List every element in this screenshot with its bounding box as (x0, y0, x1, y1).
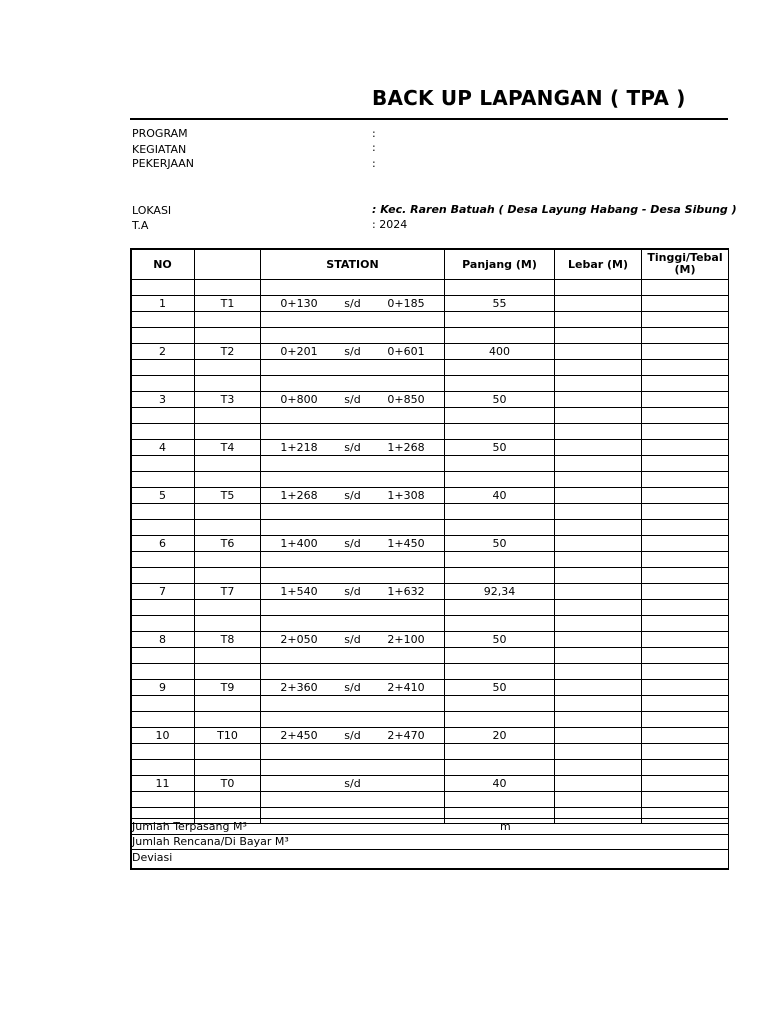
empty-cell (445, 424, 555, 440)
empty-cell (131, 472, 195, 488)
row-code: T4 (195, 440, 261, 456)
row-tinggi (642, 296, 729, 312)
header-no: NO (131, 249, 195, 280)
empty-cell (642, 552, 729, 568)
empty-cell (131, 616, 195, 632)
row-tinggi (642, 488, 729, 504)
row-lebar (555, 728, 642, 744)
table-row (131, 392, 729, 408)
row-station (261, 344, 445, 360)
row-no: 10 (131, 728, 195, 744)
empty-cell (555, 792, 642, 808)
row-no: 5 (131, 488, 195, 504)
station-sd: s/d (344, 345, 361, 358)
empty-cell (642, 712, 729, 728)
row-station (261, 776, 445, 792)
row-lebar (555, 584, 642, 600)
row-code: T8 (195, 632, 261, 648)
empty-cell (261, 568, 445, 584)
backup-table (130, 248, 729, 824)
empty-cell (131, 312, 195, 328)
empty-cell (642, 360, 729, 376)
spacer-row (131, 760, 729, 776)
station-from: 2+360 (280, 681, 318, 694)
empty-cell (555, 328, 642, 344)
table-row (131, 440, 729, 456)
empty-cell (642, 456, 729, 472)
empty-cell (445, 552, 555, 568)
spacer-row (131, 520, 729, 536)
station-to: 1+268 (387, 441, 425, 454)
empty-cell (195, 744, 261, 760)
row-lebar (555, 488, 642, 504)
empty-cell (555, 696, 642, 712)
lokasi-value: : Kec. Raren Batuah ( Desa Layung Habang - Desa Sibung ) (372, 203, 737, 216)
empty-cell (261, 328, 445, 344)
table-row (131, 488, 729, 504)
station-sd: s/d (344, 585, 361, 598)
header-code (195, 249, 261, 280)
empty-cell (195, 504, 261, 520)
empty-cell (555, 712, 642, 728)
row-tinggi (642, 536, 729, 552)
empty-cell (555, 600, 642, 616)
spacer-row (131, 568, 729, 584)
empty-cell (195, 792, 261, 808)
row-code: T0 (195, 776, 261, 792)
row-code: T7 (195, 584, 261, 600)
station-to: 2+470 (387, 729, 425, 742)
empty-cell (261, 376, 445, 392)
spacer-row (131, 648, 729, 664)
empty-cell (261, 312, 445, 328)
empty-cell (131, 712, 195, 728)
empty-cell (642, 312, 729, 328)
station-from: 0+201 (280, 345, 318, 358)
summary-deviasi (130, 850, 728, 865)
empty-cell (555, 552, 642, 568)
empty-cell (445, 616, 555, 632)
station-from: 0+130 (280, 297, 318, 310)
station-to: 1+308 (387, 489, 425, 502)
row-code: T3 (195, 392, 261, 408)
station-from: 1+400 (280, 537, 318, 550)
empty-cell (131, 520, 195, 536)
empty-cell (195, 424, 261, 440)
table-row (131, 536, 729, 552)
empty-cell (261, 792, 445, 808)
spacer-row (131, 616, 729, 632)
empty-cell (445, 360, 555, 376)
empty-cell (131, 328, 195, 344)
station-sd: s/d (344, 681, 361, 694)
empty-cell (642, 696, 729, 712)
empty-cell (261, 424, 445, 440)
empty-cell (261, 360, 445, 376)
row-panjang: 50 (445, 392, 555, 408)
station-sd: s/d (344, 777, 361, 790)
empty-cell (261, 504, 445, 520)
station-sd: s/d (344, 489, 361, 502)
empty-cell (555, 504, 642, 520)
empty-cell (195, 280, 261, 296)
rencana-label: Jumlah Rencana/Di Bayar M³ (132, 835, 289, 848)
empty-cell (445, 280, 555, 296)
station-from: 1+268 (280, 489, 318, 502)
spacer-row (131, 552, 729, 568)
empty-cell (195, 408, 261, 424)
station-sd: s/d (344, 537, 361, 550)
row-panjang: 20 (445, 728, 555, 744)
empty-cell (555, 744, 642, 760)
empty-cell (445, 696, 555, 712)
row-tinggi (642, 392, 729, 408)
row-no: 4 (131, 440, 195, 456)
station-sd: s/d (344, 633, 361, 646)
row-no: 9 (131, 680, 195, 696)
empty-cell (131, 792, 195, 808)
row-no: 1 (131, 296, 195, 312)
lokasi-label: LOKASI (132, 204, 172, 217)
empty-cell (261, 408, 445, 424)
pekerjaan-value: : (372, 157, 376, 170)
station-to: 1+632 (387, 585, 425, 598)
empty-cell (131, 696, 195, 712)
station-to: 0+850 (387, 393, 425, 406)
empty-cell (261, 600, 445, 616)
row-tinggi (642, 728, 729, 744)
empty-cell (195, 456, 261, 472)
kegiatan-label: KEGIATAN (132, 143, 187, 156)
empty-cell (642, 568, 729, 584)
row-station (261, 488, 445, 504)
empty-cell (445, 328, 555, 344)
terpasang-label: Jumlah Terpasang M³ (132, 820, 247, 833)
empty-cell (642, 280, 729, 296)
empty-cell (555, 360, 642, 376)
row-lebar (555, 632, 642, 648)
station-to: 0+185 (387, 297, 425, 310)
row-code: T5 (195, 488, 261, 504)
empty-cell (131, 424, 195, 440)
spacer-row (131, 328, 729, 344)
empty-cell (131, 552, 195, 568)
empty-cell (555, 648, 642, 664)
table-row (131, 680, 729, 696)
station-to (384, 777, 428, 790)
empty-cell (642, 520, 729, 536)
program-label: PROGRAM (132, 127, 188, 140)
empty-cell (555, 616, 642, 632)
empty-cell (445, 568, 555, 584)
header-tinggi: Tinggi/Tebal (M) (642, 249, 729, 280)
empty-cell (642, 600, 729, 616)
spacer-row (131, 408, 729, 424)
row-tinggi (642, 440, 729, 456)
spacer-row (131, 312, 729, 328)
row-station (261, 536, 445, 552)
empty-cell (555, 408, 642, 424)
station-sd: s/d (344, 393, 361, 406)
row-no: 2 (131, 344, 195, 360)
row-panjang: 400 (445, 344, 555, 360)
empty-cell (642, 424, 729, 440)
program-value: : (372, 127, 376, 140)
empty-cell (261, 744, 445, 760)
station-from: 0+800 (280, 393, 318, 406)
empty-cell (195, 376, 261, 392)
row-no: 7 (131, 584, 195, 600)
row-lebar (555, 440, 642, 456)
spacer-row (131, 504, 729, 520)
empty-cell (642, 744, 729, 760)
empty-cell (642, 648, 729, 664)
station-to: 2+410 (387, 681, 425, 694)
empty-cell (555, 664, 642, 680)
empty-cell (195, 600, 261, 616)
empty-cell (195, 328, 261, 344)
empty-cell (642, 376, 729, 392)
row-code: T1 (195, 296, 261, 312)
empty-cell (555, 376, 642, 392)
deviasi-label: Deviasi (132, 851, 173, 864)
empty-cell (195, 312, 261, 328)
empty-cell (131, 744, 195, 760)
row-station (261, 584, 445, 600)
empty-cell (261, 648, 445, 664)
empty-cell (195, 568, 261, 584)
empty-cell (131, 648, 195, 664)
pekerjaan-label: PEKERJAAN (132, 157, 195, 170)
row-panjang: 92,34 (445, 584, 555, 600)
spacer-row (131, 456, 729, 472)
empty-cell (131, 280, 195, 296)
empty-cell (261, 760, 445, 776)
summary-terpasang (130, 819, 728, 834)
empty-cell (445, 712, 555, 728)
empty-cell (261, 280, 445, 296)
empty-cell (445, 648, 555, 664)
row-code: T2 (195, 344, 261, 360)
empty-cell (445, 472, 555, 488)
spacer-row (131, 600, 729, 616)
empty-cell (555, 520, 642, 536)
empty-cell (195, 616, 261, 632)
spacer-row (131, 376, 729, 392)
empty-cell (131, 760, 195, 776)
station-sd: s/d (344, 729, 361, 742)
row-panjang: 50 (445, 536, 555, 552)
document-title: BACK UP LAPANGAN ( TPA ) (372, 86, 686, 110)
empty-cell (555, 312, 642, 328)
row-lebar (555, 296, 642, 312)
spacer-row (131, 472, 729, 488)
row-panjang: 50 (445, 632, 555, 648)
ta-label: T.A (132, 219, 149, 232)
row-no: 6 (131, 536, 195, 552)
row-station (261, 296, 445, 312)
row-no: 11 (131, 776, 195, 792)
empty-cell (445, 312, 555, 328)
empty-cell (445, 664, 555, 680)
empty-cell (555, 456, 642, 472)
row-lebar (555, 392, 642, 408)
empty-cell (261, 552, 445, 568)
empty-cell (642, 664, 729, 680)
table-row (131, 344, 729, 360)
empty-cell (555, 280, 642, 296)
empty-cell (261, 472, 445, 488)
empty-cell (131, 360, 195, 376)
empty-cell (445, 376, 555, 392)
row-panjang: 40 (445, 776, 555, 792)
empty-cell (445, 600, 555, 616)
empty-cell (195, 520, 261, 536)
table-row (131, 728, 729, 744)
header-panjang: Panjang (M) (445, 249, 555, 280)
terpasang-unit: m (500, 820, 511, 833)
summary-rencana (130, 834, 728, 849)
table-row (131, 776, 729, 792)
empty-cell (131, 456, 195, 472)
empty-cell (445, 792, 555, 808)
empty-cell (445, 504, 555, 520)
table-row (131, 584, 729, 600)
empty-cell (195, 552, 261, 568)
table-row (131, 296, 729, 312)
station-from: 1+540 (280, 585, 318, 598)
station-sd: s/d (344, 441, 361, 454)
spacer-row (131, 712, 729, 728)
station-from: 2+450 (280, 729, 318, 742)
empty-cell (131, 504, 195, 520)
spacer-row (131, 696, 729, 712)
row-no: 3 (131, 392, 195, 408)
empty-cell (261, 520, 445, 536)
row-panjang: 40 (445, 488, 555, 504)
table-header-row (131, 249, 729, 280)
ta-value: : 2024 (372, 218, 408, 231)
row-lebar (555, 344, 642, 360)
row-panjang: 50 (445, 680, 555, 696)
station-from (277, 777, 321, 790)
empty-cell (195, 760, 261, 776)
empty-cell (555, 760, 642, 776)
row-station (261, 632, 445, 648)
empty-cell (195, 472, 261, 488)
row-lebar (555, 536, 642, 552)
empty-cell (555, 472, 642, 488)
empty-cell (261, 664, 445, 680)
row-station (261, 680, 445, 696)
empty-cell (131, 664, 195, 680)
row-panjang: 50 (445, 440, 555, 456)
spacer-row (131, 280, 729, 296)
empty-cell (195, 696, 261, 712)
spacer-row (131, 360, 729, 376)
spacer-row (131, 744, 729, 760)
empty-cell (131, 408, 195, 424)
empty-cell (555, 424, 642, 440)
row-panjang: 55 (445, 296, 555, 312)
empty-cell (195, 648, 261, 664)
kegiatan-value: : (372, 141, 376, 154)
empty-cell (195, 712, 261, 728)
empty-cell (445, 520, 555, 536)
empty-cell (642, 504, 729, 520)
empty-cell (195, 664, 261, 680)
spacer-row (131, 664, 729, 680)
row-station (261, 728, 445, 744)
row-tinggi (642, 680, 729, 696)
row-station (261, 392, 445, 408)
empty-cell (642, 760, 729, 776)
row-station (261, 440, 445, 456)
row-code: T10 (195, 728, 261, 744)
row-no: 8 (131, 632, 195, 648)
empty-cell (445, 744, 555, 760)
spacer-row (131, 424, 729, 440)
empty-cell (642, 616, 729, 632)
empty-cell (555, 568, 642, 584)
empty-cell (261, 696, 445, 712)
station-to: 0+601 (387, 345, 425, 358)
row-tinggi (642, 632, 729, 648)
empty-cell (445, 760, 555, 776)
header-station: STATION (261, 249, 445, 280)
empty-cell (261, 456, 445, 472)
spacer-row (131, 792, 729, 808)
empty-cell (261, 712, 445, 728)
title-rule (130, 118, 728, 120)
station-from: 2+050 (280, 633, 318, 646)
empty-cell (445, 456, 555, 472)
empty-cell (445, 408, 555, 424)
empty-cell (195, 360, 261, 376)
empty-cell (642, 472, 729, 488)
row-lebar (555, 776, 642, 792)
station-sd: s/d (344, 297, 361, 310)
empty-cell (642, 328, 729, 344)
row-lebar (555, 680, 642, 696)
row-tinggi (642, 776, 729, 792)
empty-cell (131, 600, 195, 616)
empty-cell (131, 568, 195, 584)
empty-cell (261, 616, 445, 632)
station-from: 1+218 (280, 441, 318, 454)
row-tinggi (642, 584, 729, 600)
header-lebar: Lebar (M) (555, 249, 642, 280)
empty-cell (642, 792, 729, 808)
empty-cell (642, 408, 729, 424)
row-code: T9 (195, 680, 261, 696)
empty-cell (131, 376, 195, 392)
station-to: 1+450 (387, 537, 425, 550)
table-row (131, 632, 729, 648)
station-to: 2+100 (387, 633, 425, 646)
row-code: T6 (195, 536, 261, 552)
row-tinggi (642, 344, 729, 360)
